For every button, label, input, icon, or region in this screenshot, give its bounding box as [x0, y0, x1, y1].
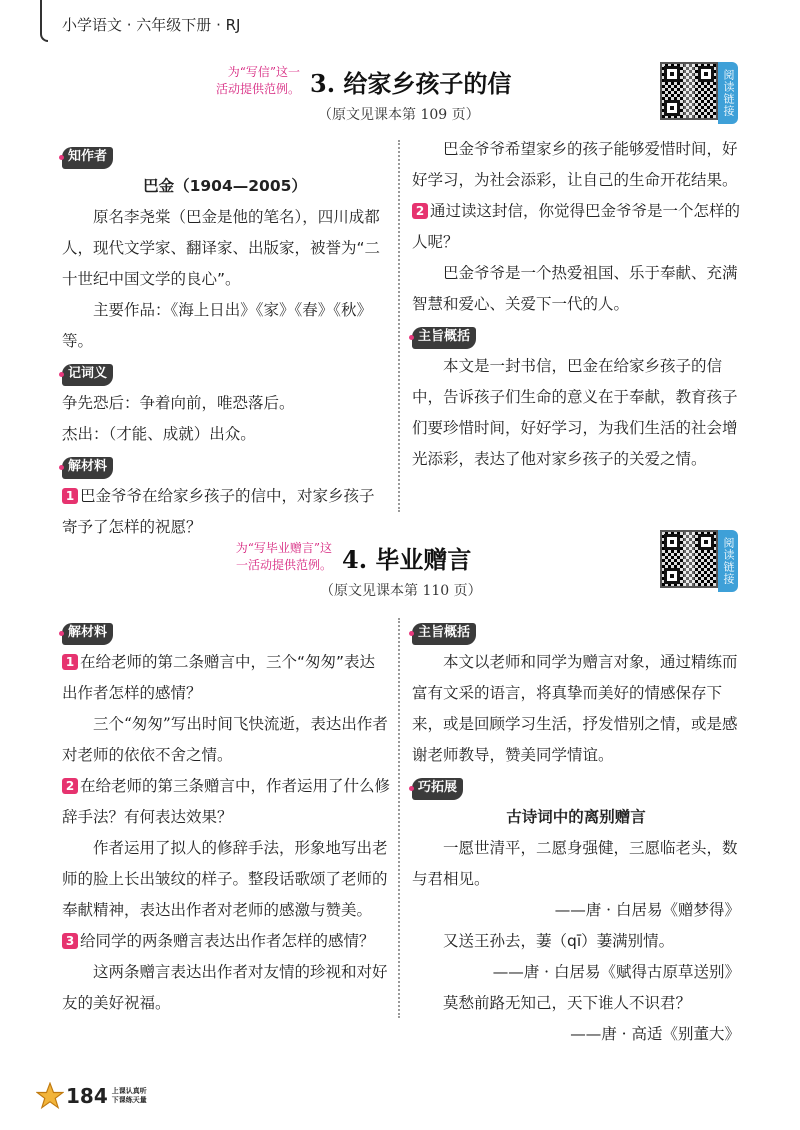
lesson4-side-note	[206, 540, 332, 574]
question-number: 2	[62, 778, 78, 794]
page-number: 184	[66, 1084, 108, 1108]
answer-2: 巴金爷爷是一个热爱祖国、乐于奉献、充满智慧和爱心、关爱下一代的人。	[412, 264, 738, 313]
poem-2-source: ——唐 · 白居易《赋得古原草送别》	[492, 963, 740, 981]
slogan-line: 下课练天量	[111, 1096, 147, 1104]
column-divider	[398, 618, 400, 1018]
lesson4-left-column	[62, 616, 390, 1019]
question-number: 3	[62, 933, 78, 949]
author-bio: 原名李尧棠（巴金是他的笔名），四川成都人，现代文学家、翻译家、出版家，被誉为“二十世纪中国文学的良心”。	[62, 208, 381, 288]
question-1	[62, 481, 388, 543]
poem-1-source: ——唐 · 白居易《赠梦得》	[554, 901, 740, 919]
question-text: 通过读这封信，你觉得巴金爷爷是一个怎样的人呢？	[412, 202, 741, 251]
column-divider	[398, 140, 400, 512]
answer-1: 巴金爷爷希望家乡的孩子能够爱惜时间，好好学习，为社会添彩，让自己的生命开花结果。	[412, 140, 738, 189]
lesson3-source: （原文见课本第 109 页）	[318, 107, 480, 123]
question-1	[62, 647, 390, 709]
tag-material: 解材料	[62, 623, 113, 645]
star-icon	[36, 1082, 64, 1110]
header: 小学语文 · 六年级下册 · RJ	[62, 16, 241, 34]
question-text: 在给老师的第二条赠言中，三个“匆匆”表达出作者怎样的感情？	[62, 653, 376, 702]
lesson4-right-column	[412, 616, 740, 1050]
expand-title: 古诗词中的离别赠言	[506, 808, 646, 826]
question-3	[62, 926, 390, 957]
page-edge	[40, 0, 48, 42]
side-note-line: 为“写毕业赠言”这	[235, 541, 332, 555]
side-note-line: 活动提供范例。	[215, 82, 300, 96]
lesson4-title: 4. 毕业赠言	[342, 545, 472, 574]
question-text: 巴金爷爷在给家乡孩子的信中，对家乡孩子寄予了怎样的祝愿？	[62, 487, 375, 536]
question-number: 1	[62, 488, 78, 504]
lesson3-side-note	[196, 64, 300, 98]
word-definition: 争先恐后：争着向前，唯恐落后。	[62, 394, 295, 412]
slogan-line: 上课认真听	[111, 1087, 147, 1095]
read-link-tab[interactable]: 阅读链接	[718, 530, 738, 592]
question-2	[412, 196, 740, 258]
lesson4-source: （原文见课本第 110 页）	[320, 583, 482, 599]
tag-main-idea: 主旨概括	[412, 327, 476, 349]
author-works: 主要作品：《海上日出》《家》《春》《秋》等。	[62, 301, 373, 350]
tag-word-meaning: 记词义	[62, 364, 113, 386]
tag-know-author: 知作者	[62, 147, 113, 169]
question-2	[62, 771, 390, 833]
footer-slogan	[112, 1087, 147, 1105]
lesson3-title: 3. 给家乡孩子的信	[310, 69, 512, 98]
poem-3-source: ——唐 · 高适《别董大》	[570, 1025, 740, 1043]
poem-1: 一愿世清平，二愿身强健，三愿临老头，数与君相见。	[412, 839, 738, 888]
tag-main-idea: 主旨概括	[412, 623, 476, 645]
question-text: 给同学的两条赠言表达出作者怎样的感情？	[80, 932, 375, 950]
main-idea-text: 本文以老师和同学为赠言对象，通过精练而富有文采的语言，将真挚而美好的情感保存下来，或是回顾学习生活，抒发惜别之情，或是感谢老师教导，赞美同学情谊。	[412, 653, 738, 764]
author-name: 巴金（1904—2005）	[143, 177, 307, 195]
read-link-tab[interactable]: 阅读链接	[718, 62, 738, 124]
main-idea-text: 本文是一封书信，巴金在给家乡孩子的信中，告诉孩子们生命的意义在于奉献，教育孩子们要珍惜时间，好好学习，为我们生活的社会增光添彩，表达了他对家乡孩子的关爱之情。	[412, 357, 738, 468]
lesson3-right-column	[412, 134, 740, 475]
answer-3: 这两条赠言表达出作者对友情的珍视和对好友的美好祝福。	[62, 963, 388, 1012]
side-note-line: 一活动提供范例。	[235, 558, 332, 572]
qr-code-icon[interactable]	[660, 62, 718, 120]
question-text: 在给老师的第三条赠言中，作者运用了什么修辞手法？有何表达效果？	[62, 777, 391, 826]
question-number: 1	[62, 654, 78, 670]
side-note-line: 为“写信”这一	[227, 65, 300, 79]
answer-2: 作者运用了拟人的修辞手法，形象地写出老师的脸上长出皱纹的样子。整段话歌颂了老师的奉献精神，表达出作者对老师的感激与赞美。	[62, 839, 388, 919]
question-number: 2	[412, 203, 428, 219]
word-definition: 杰出：（才能、成就）出众。	[62, 425, 256, 443]
poem-2: 又送王孙去，萋（qī）萋满别情。	[443, 932, 675, 950]
tag-material: 解材料	[62, 457, 113, 479]
qr-code-icon[interactable]	[660, 530, 718, 588]
lesson3-left-column	[62, 140, 388, 543]
poem-3: 莫愁前路无知己，天下谁人不识君？	[443, 994, 692, 1012]
footer	[36, 1082, 147, 1110]
tag-expand: 巧拓展	[412, 778, 463, 800]
answer-1: 三个“匆匆”写出时间飞快流逝，表达出作者对老师的依依不舍之情。	[62, 715, 388, 764]
